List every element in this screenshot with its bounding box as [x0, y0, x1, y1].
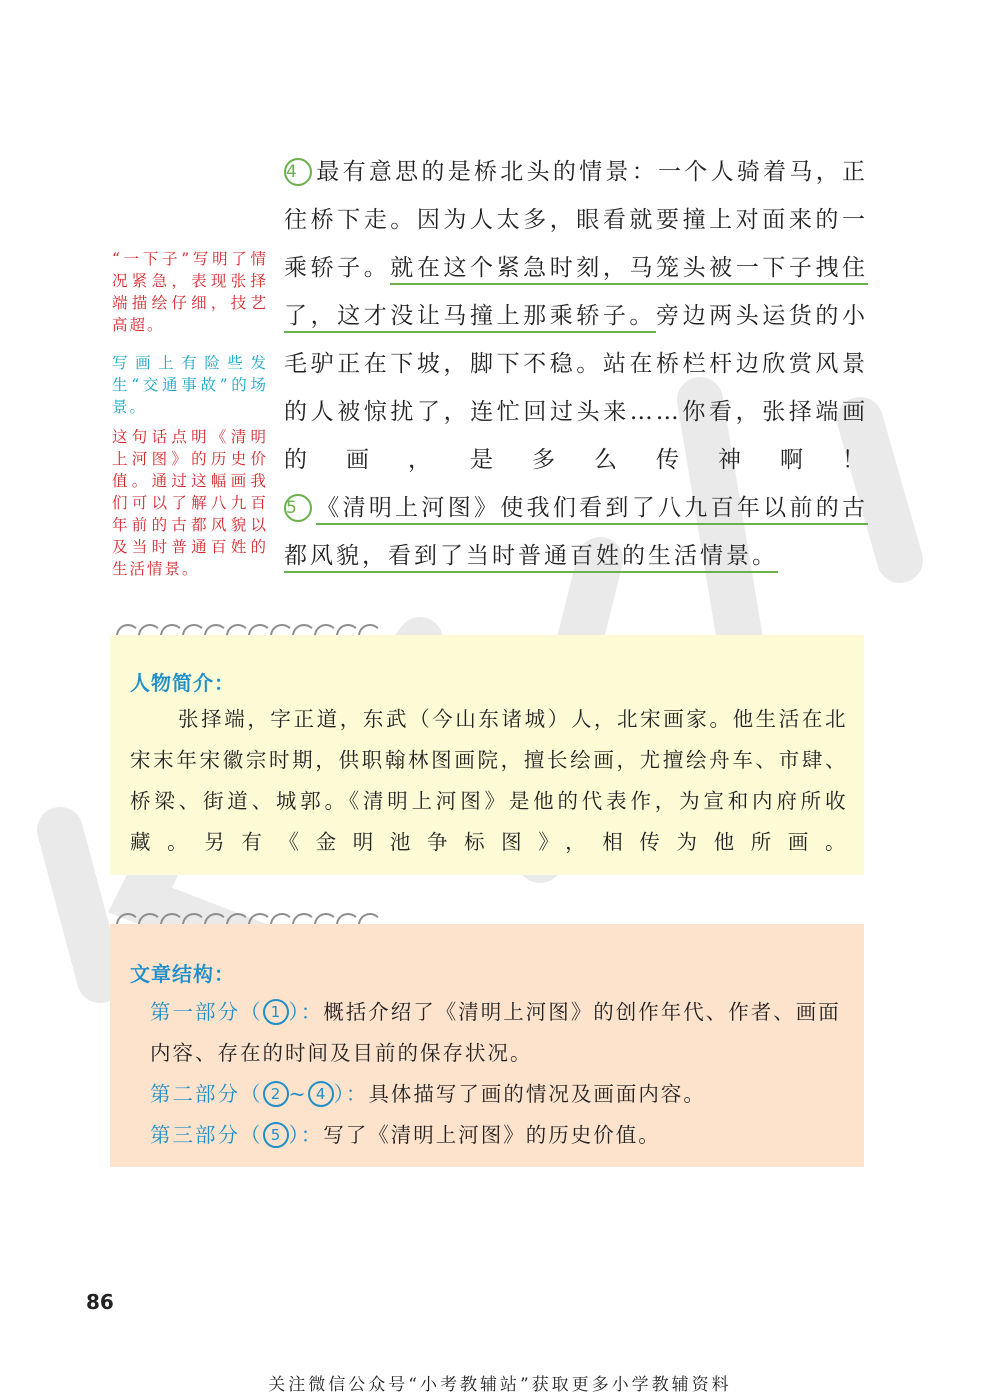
profile-text [130, 699, 848, 863]
paragraph-number-4: 4 [284, 158, 312, 186]
structure-title: 文章结构： [130, 962, 235, 986]
structure-list [150, 992, 850, 1156]
part-1-label-end: ）： [288, 1000, 324, 1024]
paragraph-4-part-a: 最有意思的是桥北头的情景：一个人骑着马，正往桥下走。因为人太多，眼看就要撞上对面来的一乘轿子。 [284, 159, 868, 281]
paragraph-5 [284, 484, 868, 580]
structure-part-2 [150, 1074, 850, 1115]
part-2-tilde: ~ [288, 1082, 308, 1106]
part-3-number: 5 [263, 1122, 289, 1148]
page-number: 86 [86, 1290, 114, 1314]
profile-body: 张择端，字正道，东武（今山东诸城）人，北宋画家。他生活在北宋末年宋徽宗时期，供职翰林图画院，擅长绘画，尤擅绘舟车、市肆、桥梁、街道、城郭。《清明上河图》是他的代表作，为宣和内府所收藏。另有《金明池争标图》，相传为他所画。 [130, 707, 848, 854]
part-1-number: 1 [263, 999, 289, 1025]
paragraph-number-5: 5 [284, 494, 312, 522]
profile-title: 人物简介： [130, 671, 235, 695]
part-2-label: 第二部分（ [150, 1082, 263, 1106]
profile-box [110, 635, 864, 875]
underlined-sentence: 就在这个紧急时刻，马笼头被一下子拽住了，这才没让马撞上那乘轿子。 [284, 255, 868, 333]
part-2-number-end: 4 [308, 1081, 334, 1107]
paragraph-4-part-c: 旁边两头运货的小毛驴正在下坡，脚下不稳。站在桥栏杆边欣赏风景的人被惊扰了，连忙回过头来……你看，张择端画的画，是多么传神啊！ [284, 303, 869, 473]
part-2-number-start: 2 [263, 1081, 289, 1107]
footer-note: 关注微信公众号“小考教辅站”获取更多小学教辅资料 [268, 1375, 732, 1395]
part-3-label-end: ）： [288, 1123, 324, 1147]
part-1-label: 第一部分（ [150, 1000, 263, 1024]
main-passage [284, 148, 868, 580]
paragraph-5-text: 《清明上河图》使我们看到了八九百年以前的古都风貌，看到了当时普通百姓的生活情景。 [284, 495, 868, 573]
part-3-text: 写了《清明上河图》的历史价值。 [323, 1123, 661, 1147]
part-2-text: 具体描写了画的情况及画面内容。 [368, 1082, 706, 1106]
structure-part-1 [150, 992, 850, 1074]
margin-note-3: 这句话点明《清明上河图》的历史价值。通过这幅画我们可以了解八九百年前的古都风貌以及当时普通百姓的生活情景。 [112, 428, 268, 578]
part-3-label: 第三部分（ [150, 1123, 263, 1147]
margin-note-1: “一下子”写明了情况紧急，表现张择端描绘仔细，技艺高超。 [112, 250, 268, 334]
part-1-text: 概括介绍了《清明上河图》的创作年代、作者、画面内容、存在的时间及目前的保存状况。 [150, 1000, 841, 1065]
structure-part-3 [150, 1115, 850, 1156]
paragraph-4 [284, 148, 868, 484]
part-2-label-end: ）： [333, 1082, 369, 1106]
margin-note-2: 写画上有险些发生“交通事故”的场景。 [112, 354, 268, 416]
structure-box [110, 924, 864, 1167]
